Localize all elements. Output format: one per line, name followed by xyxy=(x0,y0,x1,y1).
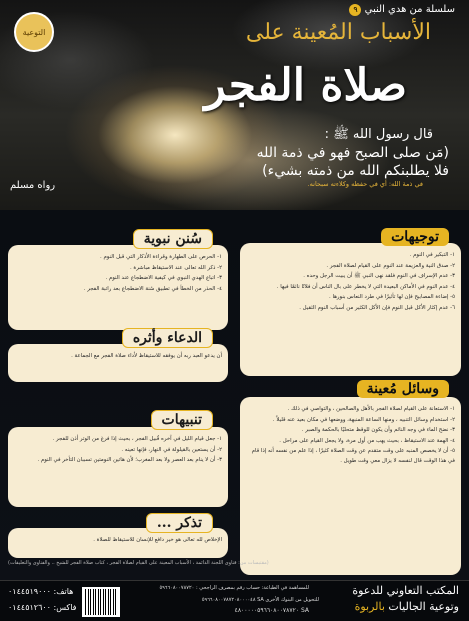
list-item: ٢- استخدام وسائل التنبيه ، ومنها الساعة المنبهة، ووضعها في مكان بعيد عنه قليلاً . xyxy=(272,416,455,423)
logo xyxy=(14,12,54,52)
org-name-line-1: المكتب التعاوني للدعوة xyxy=(352,584,459,597)
barcode xyxy=(82,587,120,617)
hadith-line-1: (مَن صلى الصبح فهو في ذمة الله xyxy=(256,145,449,161)
tab-tanbihat: تنبيهات xyxy=(151,410,213,430)
card-tawjihat xyxy=(240,243,461,376)
org-name-part: وتوعية الجاليات xyxy=(388,600,459,613)
list-item: ٢- ذكر الله تعالى عند الاستيقاظ مباشرة . xyxy=(129,264,222,271)
tab-tawjihat: توجيهات xyxy=(381,228,449,246)
series-number: ٩ xyxy=(349,4,361,16)
list-item: ٥- إضاءة المصابيح فإن لها تأثيرًا في طرد النعاس بنورها . xyxy=(329,294,455,300)
list-item: ٣- أن لا ينام بعد العصر ولا بعد المغرب؛ لأن هاتين النومتين تسببان التأخر في النوم . xyxy=(37,457,222,463)
tadhakkar-text: الإخلاص لله تعالى هو خير دافع للإنسان للاستيقاظ للصلاة . xyxy=(93,537,222,543)
tab-wasail: وسائل مُعينة xyxy=(357,380,449,398)
fax-number: فاكس: ٠١٤٤٥١٢٦٠٠ xyxy=(8,603,77,612)
list-item: ١- الاستعانة على القيام لصلاة الفجر بالأهل والصالحين ، والتواصي في ذلك . xyxy=(287,406,455,412)
phone-number: هاتف: ٠١٤٤٥١٩٠٠٠ xyxy=(8,587,74,596)
list-item: ٣- عدم الإسراف في النوم فلقد نهى النبي ﷺ أن يبيت الرجل وحده . xyxy=(303,273,455,279)
hadith-intro: قال رسول الله ﷺ : xyxy=(324,127,433,142)
list-item: ١- جعل قيام الليل في آخره قُبيل الفجر ، بحيث إذا فرغ من الوتر أذن للفجر . xyxy=(52,436,222,442)
hadith-line-2: فلا يطلبنكم الله من ذمته بشيء) xyxy=(262,163,449,179)
tab-tadhakkar: تذكر ... xyxy=(146,513,213,533)
subtitle: الأسباب المُعينة على xyxy=(245,20,431,45)
series-text: سلسلة من هدي النبي xyxy=(364,4,455,15)
list-item: ٤- الهمة عند الاستيقاظ ، بحيث يهب من أول مرة، ولا يجعل القيام على مراحل . xyxy=(279,437,455,444)
list-item: ٤- عدم النوم في الأماكن البعيدة التي لا يخطر على بال الناس أن فلانًا نائمًا فيها . xyxy=(276,283,455,290)
list-item: ٤- الحذر من الخطأ في تطبيق سُنة الاضطجاع بعد راتبة الفجر . xyxy=(83,285,222,292)
tab-dua: الدعاء وأثره xyxy=(122,328,213,348)
tab-sunan: سُنن نبوية xyxy=(133,229,213,249)
org-name-line-2 xyxy=(355,600,459,613)
list-item: ٢- أن يستعين بالقيلولة في النهار، فإنها تعينه . xyxy=(121,446,222,453)
list-item: ٦- عدم إكثار الأكل قبل النوم فإن الأكل الكثير من أسباب النوم الثقيل . xyxy=(299,304,455,311)
card-sunan xyxy=(8,245,228,330)
card-wasail xyxy=(240,397,461,575)
page-title: صلاة الفجر xyxy=(204,60,407,111)
hadith-note: في ذمة الله: أي في حفظه وكلاءته سبحانه. xyxy=(307,180,423,188)
hadith-narrator: رواه مسلم xyxy=(10,180,56,191)
dua-text: أن يدعو العبد ربه أن يوفقه للاستيقاظ لأداء صلاة الفجر مع الجماعة . xyxy=(71,353,222,359)
logo-text: التوعية xyxy=(22,27,46,37)
card-dua xyxy=(8,344,228,382)
list-item: ١- التبكير في النوم . xyxy=(409,252,455,258)
org-name-accent: بالربوة xyxy=(354,600,385,613)
series-label xyxy=(346,4,455,16)
hadith-text xyxy=(29,144,449,180)
list-item: ٣- اتباع الهدي النبوي في كيفية الاضطجاع عند النوم . xyxy=(105,275,222,281)
bank-info: للمساهمة في الطباعة: حساب رقم بمصرف الراجحي : ٥٩٦٦٠٨٠٠٧٨٧٢٠ xyxy=(159,585,309,591)
list-item: ٢- صدق النية والعزيمة عند النوم على القيام لصلاة الفجر . xyxy=(326,262,455,269)
list-item: ٣- نضح الماء في وجه النائم وأن يكون للوقظ متحليًا بالحكمة والصبر . xyxy=(301,427,455,433)
card-tanbihat xyxy=(8,427,228,507)
list-item: ١- الحرص على الطهارة وقراءة الأذكار التي قبل النوم . xyxy=(100,254,222,260)
iban: SA ٤٨٠٠٠٠٠٥٩٦٦٠٨٠٠٧٨٧٢٠ xyxy=(234,607,309,614)
bank-info-2: للتحويل من البنوك الأخرى SA ٥٩٦٦٠٨٠٠٧٨٧٢٠٨٠٠٠٠٤٨ xyxy=(201,597,319,603)
list-item: ٥- أن لا يخصص المنبه على وقت متقدم عن وقت الصلاة كثيرًا ، إذا علم من نفسه أنه إذا قام في هذا الوقت قال لنفسه لا يزال معي وقت طويل . xyxy=(251,448,455,464)
source-note: (مقتبسات من: فتاوى اللجنة الدائمة ، الأسباب المعينة على القيام لصلاة الفجر ، كتاب صلاة الفجر للشيخ .. والفتاوى والتعليقات) xyxy=(8,560,269,566)
hero-banner xyxy=(0,0,469,210)
